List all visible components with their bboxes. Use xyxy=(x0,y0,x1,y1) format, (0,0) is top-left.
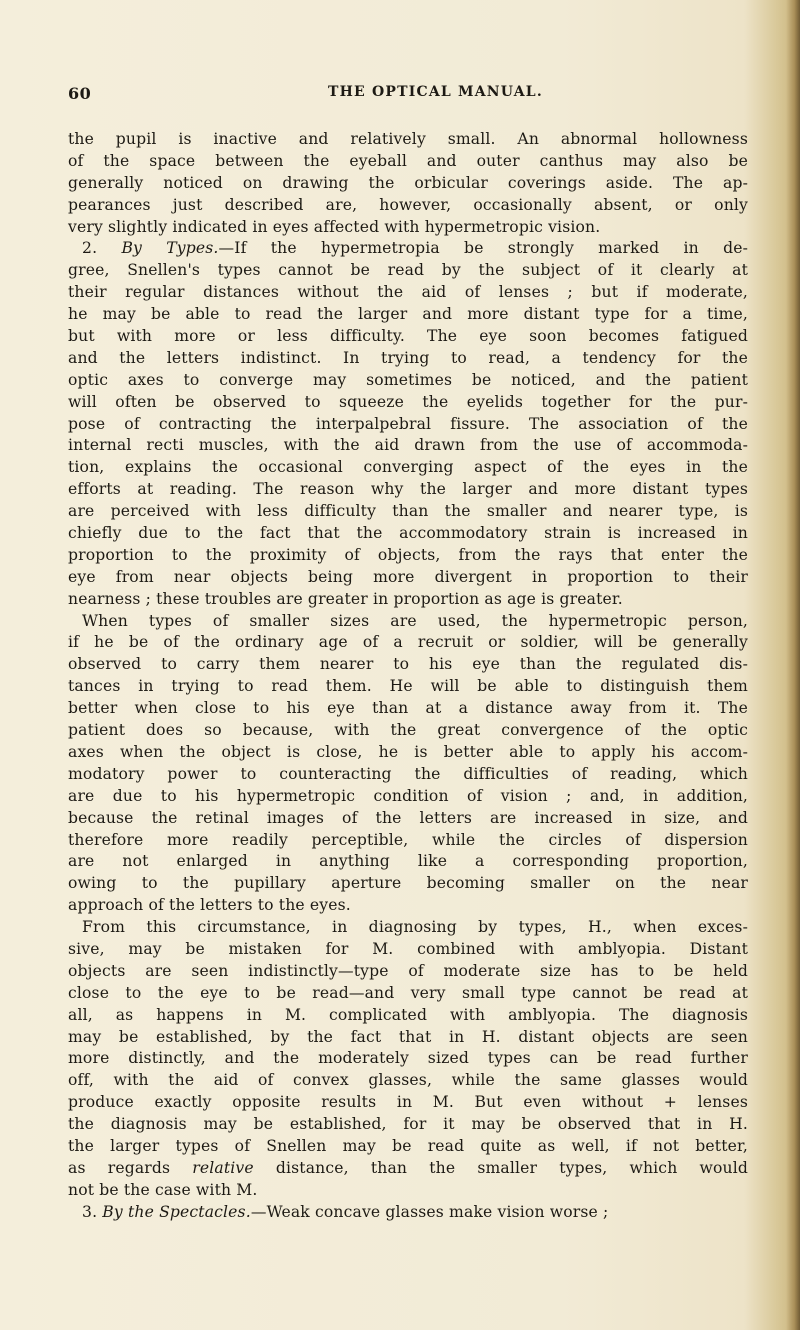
text-line: internal recti muscles, with the aid drawn from the use of accommoda- xyxy=(68,436,748,455)
text-line: chiefly due to the fact that the accommodatory strain is increased in xyxy=(68,524,748,543)
text-line: approach of the letters to the eyes. xyxy=(68,896,351,915)
emphasis-text: relative xyxy=(192,1158,254,1177)
text-line: observed to carry them nearer to his eye than the regulated dis- xyxy=(68,655,748,674)
text-line: owing to the pupillary aperture becoming smaller on the near xyxy=(68,874,748,893)
text-line: efforts at reading. The reason why the larger and more distant types xyxy=(68,480,748,499)
page-edge-shadow xyxy=(786,0,800,1330)
text-line: 2. By Types.—If the hypermetropia be strongly marked in de- xyxy=(82,239,748,258)
section-number: 2. xyxy=(82,239,98,258)
text-line: not be the case with M. xyxy=(68,1180,258,1199)
text-line: of the space between the eyeball and outer canthus may also be xyxy=(68,151,748,170)
text-line: the pupil is inactive and relatively small. An abnormal hollowness xyxy=(68,130,748,148)
text-line: optic axes to converge may sometimes be noticed, and the patient xyxy=(68,370,748,389)
text-line: because the retinal images of the letters are increased in size, and xyxy=(68,808,748,827)
running-head: THE OPTICAL MANUAL. xyxy=(328,84,543,100)
text-line: generally noticed on drawing the orbicular coverings aside. The ap- xyxy=(68,173,748,192)
text-line: proportion to the proximity of objects, from the rays that enter the xyxy=(68,545,748,564)
text-line: as regards relative distance, than the smaller types, which would xyxy=(68,1158,748,1177)
text-line: better when close to his eye than at a distance away from it. The xyxy=(68,699,748,718)
text-line: axes when the object is close, he is better able to apply his accom- xyxy=(68,742,748,761)
text-line: objects are seen indistinctly—type of moderate size has to be held xyxy=(68,961,748,980)
text-line: and the letters indistinct. In trying to read, a tendency for the xyxy=(68,348,748,367)
text-line: sive, may be mistaken for M. combined with amblyopia. Distant xyxy=(68,939,748,958)
body-text xyxy=(68,129,748,1224)
text-line: patient does so because, with the great convergence of the optic xyxy=(68,721,748,740)
text-line: modatory power to counteracting the difficulties of reading, which xyxy=(68,764,748,783)
page-header xyxy=(68,84,748,110)
text-line: When types of smaller sizes are used, the hypermetropic person, xyxy=(82,611,748,630)
section-heading: By Types. xyxy=(121,239,219,258)
section-heading: By the Spectacles. xyxy=(102,1202,251,1221)
section-number: 3. xyxy=(82,1202,98,1221)
text-line: eye from near objects being more divergent in proportion to their xyxy=(68,567,748,586)
text-line: if he be of the ordinary age of a recruit or soldier, will be generally xyxy=(68,633,748,652)
text-line: tion, explains the occasional converging aspect of the eyes in the xyxy=(68,458,748,477)
text-line: therefore more readily perceptible, while the circles of dispersion xyxy=(68,830,748,849)
text-line: gree, Snellen's types cannot be read by the subject of it clearly at xyxy=(68,261,748,280)
page-number: 60 xyxy=(68,84,92,103)
text-line: very slightly indicated in eyes affected with hypermetropic vision. xyxy=(68,217,601,236)
text-line: are due to his hypermetropic condition of vision ; and, in addition, xyxy=(68,786,748,805)
text-line: close to the eye to be read—and very small type cannot be read at xyxy=(68,983,748,1002)
text-line: their regular distances without the aid of lenses ; but if moderate, xyxy=(68,283,748,302)
text-line: tances in trying to read them. He will be able to distinguish them xyxy=(68,677,748,696)
text-line: From this circumstance, in diagnosing by types, H., when exces- xyxy=(82,918,748,937)
text-line: pearances just described are, however, occasionally absent, or only xyxy=(68,195,748,214)
text-line: but with more or less difficulty. The eye soon becomes fatigued xyxy=(68,327,748,346)
text-line: all, as happens in M. complicated with amblyopia. The diagnosis xyxy=(68,1005,748,1024)
text-line: are perceived with less difficulty than the smaller and nearer type, is xyxy=(68,502,748,521)
text-line: may be established, by the fact that in H. distant objects are seen xyxy=(68,1027,748,1046)
text-line: are not enlarged in anything like a corresponding proportion, xyxy=(68,852,748,871)
text-line: 3. By the Spectacles.—Weak concave glasses make vision worse ; xyxy=(82,1202,609,1221)
text-line: nearness ; these troubles are greater in proportion as age is greater. xyxy=(68,589,623,608)
text-line: off, with the aid of convex glasses, while the same glasses would xyxy=(68,1071,748,1090)
text-line: pose of contracting the interpalpebral fissure. The association of the xyxy=(68,414,748,433)
text-line: will often be observed to squeeze the eyelids together for the pur- xyxy=(68,392,748,411)
text-line: the larger types of Snellen may be read quite as well, if not better, xyxy=(68,1136,748,1155)
text-line: the diagnosis may be established, for it may be observed that in H. xyxy=(68,1115,748,1134)
text-line: more distinctly, and the moderately sized types can be read further xyxy=(68,1049,748,1068)
text-line: he may be able to read the larger and more distant type for a time, xyxy=(68,305,748,324)
text-line: produce exactly opposite results in M. But even without + lenses xyxy=(68,1093,748,1112)
